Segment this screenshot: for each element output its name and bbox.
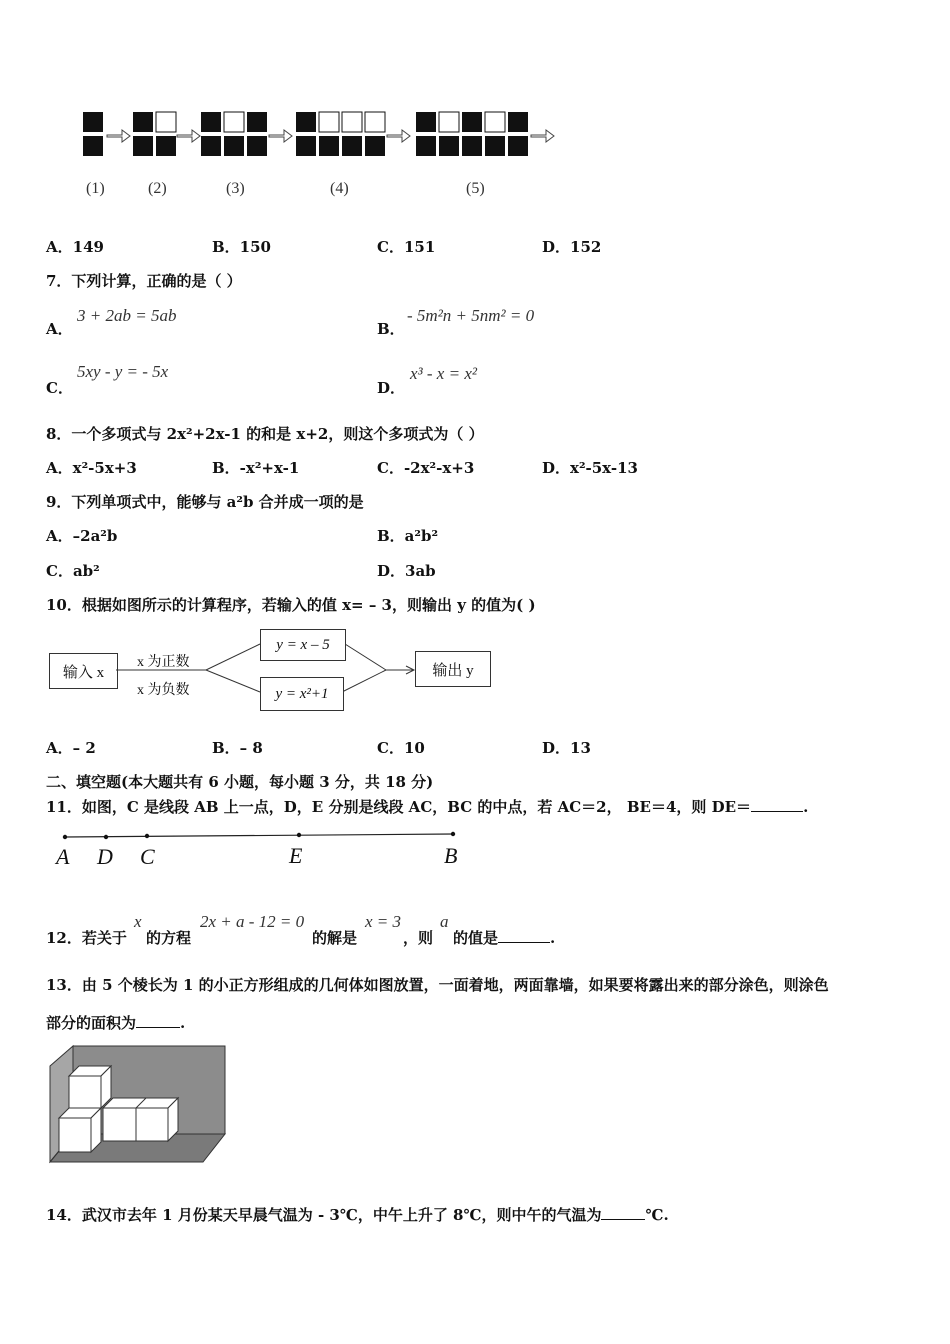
cube-stack-figure — [48, 1044, 228, 1166]
q7-option-c-expr: 5xy - y = - 5x — [77, 362, 169, 381]
q7-stem: 7．下列计算，正确的是（ ） — [46, 272, 242, 290]
q12-part3: 的解是 — [312, 929, 358, 947]
q6-option-a: A．149 — [46, 238, 104, 256]
q12-end: . — [550, 929, 556, 947]
figure-label-1: (1) — [86, 180, 105, 197]
q12-part4: ，则 — [403, 929, 434, 947]
q10-stem: 10．根据如图所示的计算程序，若输入的值 x= – 3，则输出 y 的值为( ) — [46, 596, 536, 614]
q8-option-b: B．-x²+x-1 — [212, 459, 300, 477]
q10-option-a: A．– 2 — [46, 739, 96, 757]
q9-option-b: B．a²b² — [377, 527, 439, 545]
q13-line1: 13．由 5 个棱长为 1 的小正方形组成的几何体如图放置，一面着地，两面靠墙，如果要将露出来的部分涂色，则涂色 — [46, 976, 829, 994]
segment-ab-figure — [50, 826, 470, 876]
q8-option-c: C．-2x²-x+3 — [377, 459, 475, 477]
q12-var-a: a — [440, 912, 449, 931]
flow-negative-formula: y = x²+1 — [275, 685, 329, 702]
flow-input-box — [49, 653, 118, 689]
q11-stem-line — [46, 796, 808, 817]
q7-option-d-expr: x³ - x = x² — [410, 364, 477, 383]
q10-option-d: D．13 — [542, 739, 591, 757]
q13-answer-blank[interactable] — [136, 1013, 180, 1028]
point-label-a: A — [56, 844, 70, 869]
flow-output-box — [415, 651, 491, 687]
q13-line2: 部分的面积为 — [46, 1014, 137, 1032]
q13-end: . — [180, 1014, 186, 1032]
square-pattern-figure — [80, 108, 560, 163]
q13-line2-wrap — [46, 1012, 185, 1033]
q12-var-x: x — [134, 912, 142, 931]
q7-option-a-expr: 3 + 2ab = 5ab — [77, 306, 177, 325]
q8-option-d: D．x²-5x-13 — [542, 459, 638, 477]
q6-option-d: D．152 — [542, 238, 602, 256]
point-label-c: C — [140, 844, 155, 869]
q10-option-c: C．10 — [377, 739, 425, 757]
point-label-b: B — [444, 843, 458, 868]
q11-stem: 11．如图，C 是线段 AB 上一点，D，E 分别是线段 AC，BC 的中点，若 AC＝2， BE＝4，则 DE＝ — [46, 798, 752, 816]
q9-option-a: A．–2a²b — [46, 527, 118, 545]
figure-label-5: (5) — [466, 180, 485, 197]
q9-stem: 9．下列单项式中，能够与 a²b 合并成一项的是 — [46, 493, 364, 511]
flow-positive-formula: y = x – 5 — [276, 636, 330, 653]
q12-solution: x = 3 — [365, 912, 402, 931]
q7-option-b-letter: B． — [377, 320, 405, 338]
flow-input-label: 输入 x — [62, 664, 105, 681]
flow-negative-formula-box — [260, 677, 344, 711]
section-2-heading: 二、填空题(本大题共有 6 小题，每小题 3 分，共 18 分) — [46, 773, 434, 791]
q12-part1: 12．若关于 — [46, 929, 127, 947]
q7-option-b-expr: - 5m²n + 5nm² = 0 — [407, 306, 535, 325]
flow-positive-label: x 为正数 — [137, 655, 190, 670]
q14-line — [46, 1204, 669, 1225]
q12-equation: 2x + a - 12 = 0 — [200, 912, 305, 931]
q7-option-c-letter: C． — [46, 379, 73, 397]
point-label-e: E — [289, 843, 303, 868]
q12-answer-blank[interactable] — [498, 928, 550, 943]
q14-answer-blank[interactable] — [601, 1205, 645, 1220]
q14-end: ℃. — [645, 1206, 669, 1224]
q11-answer-blank[interactable] — [751, 797, 803, 812]
q12-tail — [453, 927, 555, 948]
q14-text: 14．武汉市去年 1 月份某天早晨气温为 - 3℃，中午上升了 8℃，则中午的气温为 — [46, 1206, 602, 1224]
q6-option-b: B．150 — [212, 238, 271, 256]
q8-stem: 8．一个多项式与 2x²+2x-1 的和是 x+2，则这个多项式为（ ） — [46, 425, 484, 443]
point-label-d: D — [97, 844, 113, 869]
q8-option-a: A．x²-5x+3 — [46, 459, 137, 477]
q7-option-d-letter: D． — [377, 379, 406, 397]
q10-option-b: B．– 8 — [212, 739, 263, 757]
q12-part5: 的值是 — [453, 929, 499, 947]
figure-label-2: (2) — [148, 180, 167, 197]
figure-label-4: (4) — [330, 180, 349, 197]
flow-output-label: 输出 y — [432, 662, 474, 679]
q9-option-d: D．3ab — [377, 562, 436, 580]
flow-negative-label: x 为负数 — [137, 683, 190, 698]
q9-option-c: C．ab² — [46, 562, 100, 580]
q7-option-a-letter: A． — [46, 320, 73, 338]
q12-part2: 的方程 — [146, 929, 192, 947]
q11-end: . — [803, 798, 809, 816]
figure-label-3: (3) — [226, 180, 245, 197]
q6-option-c: C．151 — [377, 238, 436, 256]
flow-positive-formula-box — [260, 629, 346, 661]
